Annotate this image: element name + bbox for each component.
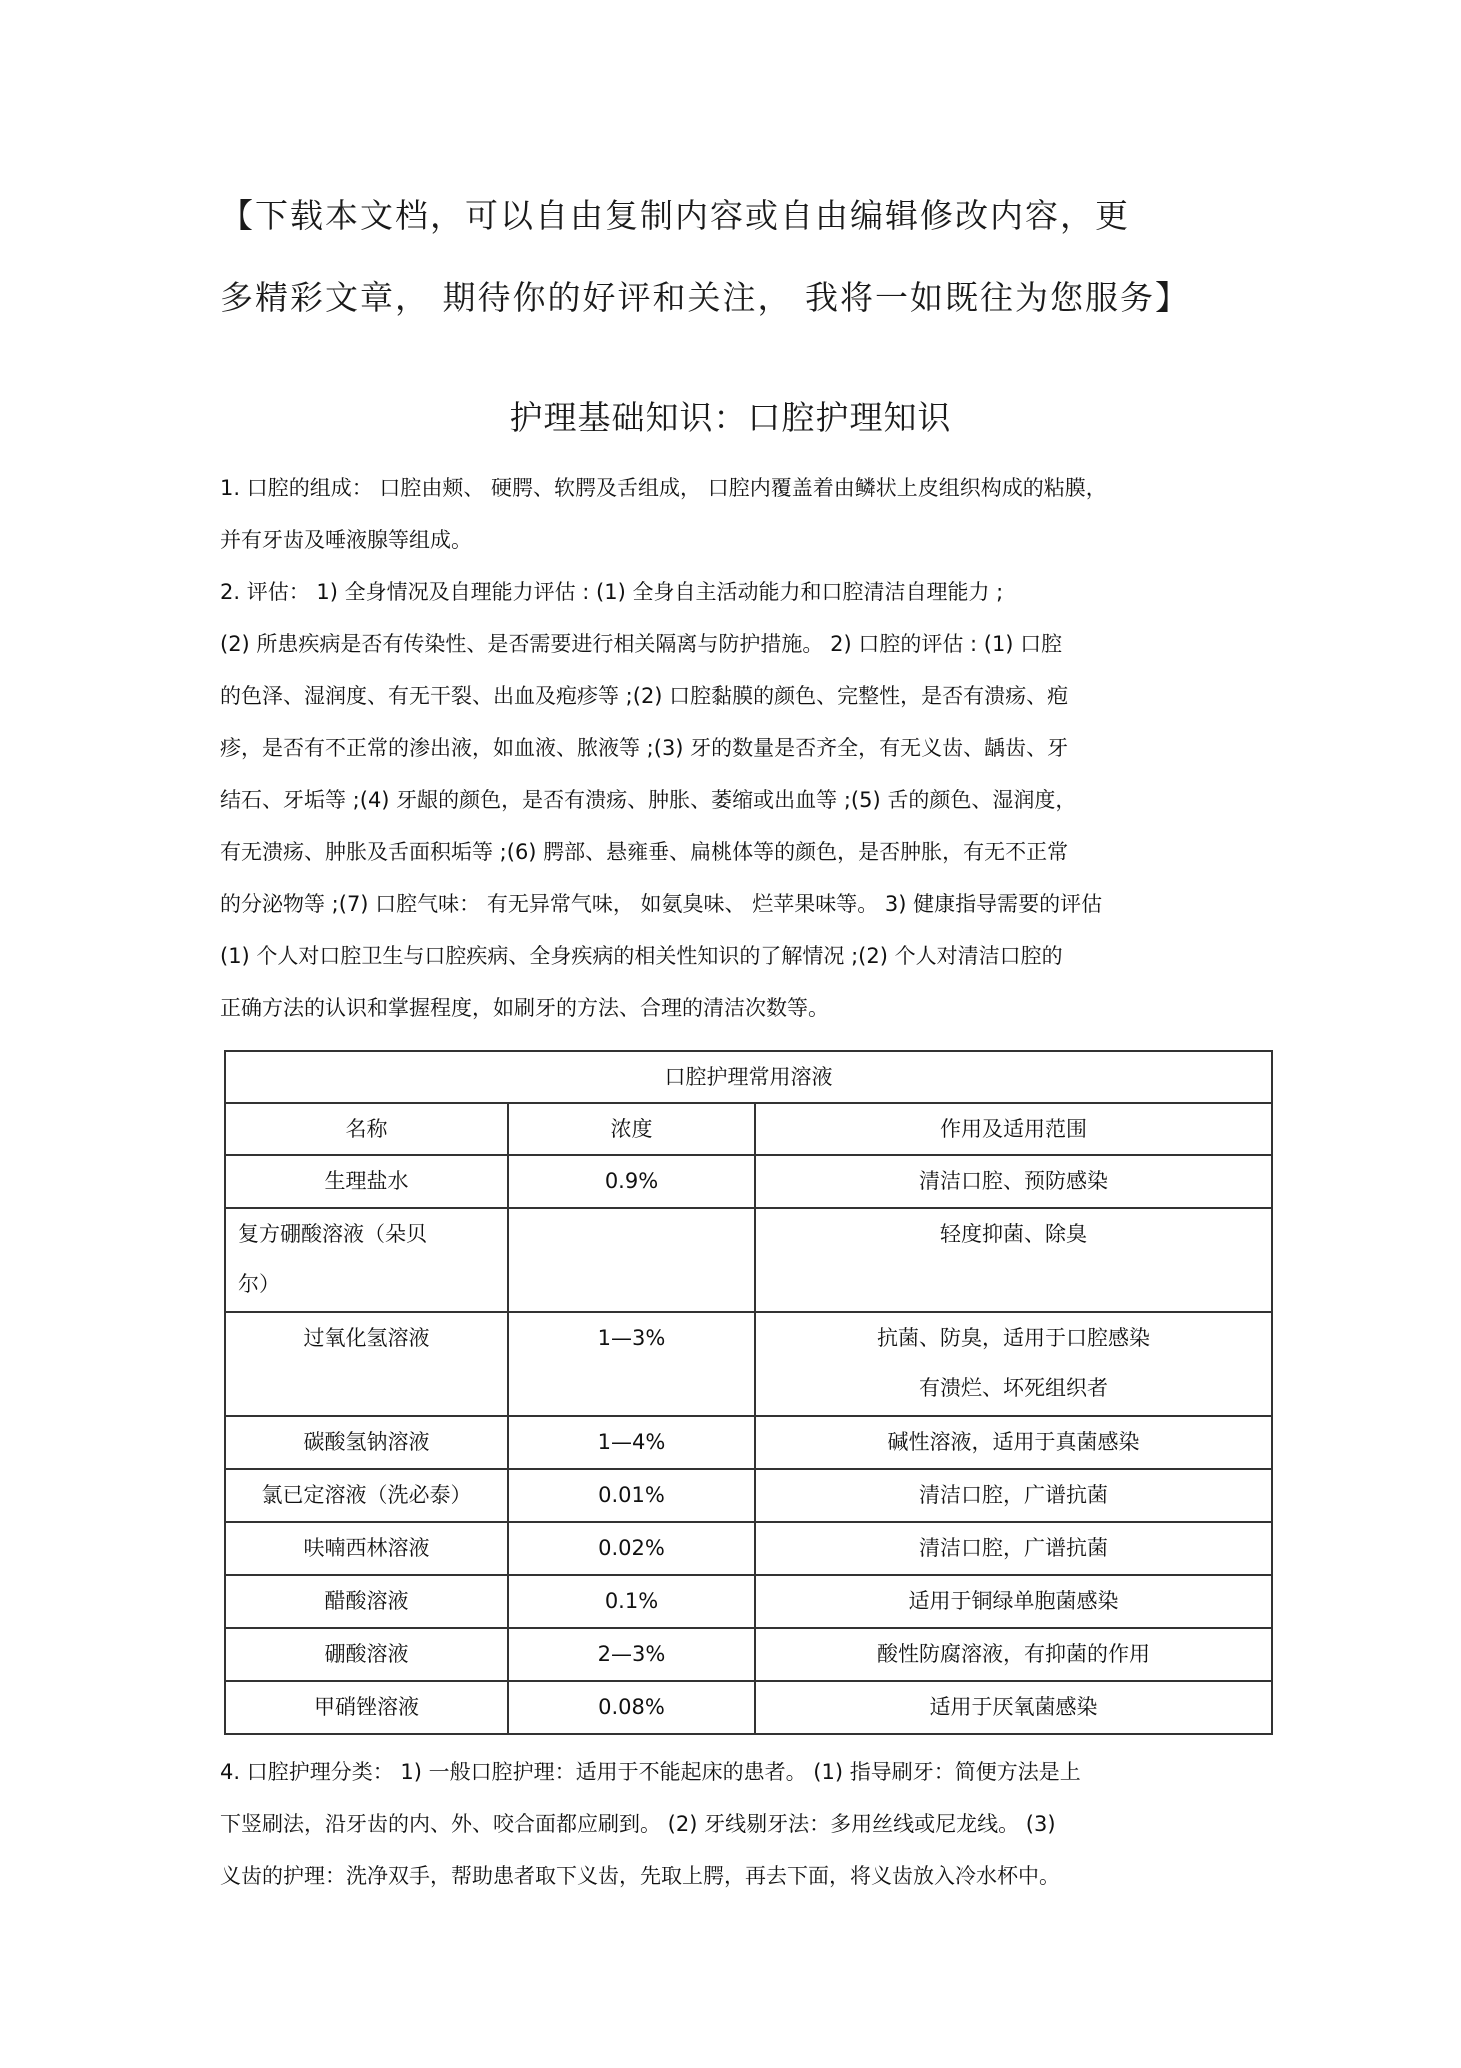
cell-concentration: 0.01% — [508, 1469, 755, 1522]
cell-usage — [755, 1312, 1272, 1416]
cell-name: 醋酸溶液 — [225, 1575, 508, 1628]
cell-concentration: 1—3% — [508, 1312, 755, 1416]
paragraph-line: 4. 口腔护理分类： 1) 一般口腔护理：适用于不能起床的患者。 (1) 指导刷牙：简便方法是上 — [220, 1760, 1081, 1784]
paragraph-line: 的色泽、湿润度、有无干裂、出血及疱疹等 ;(2) 口腔黏膜的颜色、完整性，是否有溃疡、疱 — [220, 684, 1069, 708]
download-banner-line-1: 【下载本文档，可以自由复制内容或自由编辑修改内容，更 — [220, 196, 1130, 235]
cell-name-line: 尔） — [238, 1272, 280, 1296]
table-row — [225, 1469, 1272, 1522]
table-row — [225, 1416, 1272, 1469]
paragraph-line: 有无溃疡、肿胀及舌面积垢等 ;(6) 腭部、悬雍垂、扁桃体等的颜色，是否肿胀，有无不正常 — [220, 840, 1069, 864]
table-row — [225, 1628, 1272, 1681]
cell-usage: 轻度抑菌、除臭 — [755, 1208, 1272, 1312]
table-row — [225, 1208, 1272, 1312]
table-row — [225, 1575, 1272, 1628]
cell-concentration: 0.1% — [508, 1575, 755, 1628]
paragraph-line: 结石、牙垢等 ;(4) 牙龈的颜色，是否有溃疡、肿胀、萎缩或出血等 ;(5) 舌的颜色、湿润度， — [220, 788, 1077, 812]
document-title: 护理基础知识：口腔护理知识 — [509, 398, 952, 437]
cell-concentration: 0.9% — [508, 1155, 755, 1208]
cell-name: 呋喃西林溶液 — [225, 1522, 508, 1575]
paragraph-oral-composition — [220, 462, 1245, 566]
cell-usage: 适用于厌氧菌感染 — [755, 1681, 1272, 1734]
paragraph-line: (2) 所患疾病是否有传染性、是否需要进行相关隔离与防护措施。 2) 口腔的评估 : (1) 口腔 — [220, 632, 1063, 656]
cell-usage: 清洁口腔、预防感染 — [755, 1155, 1272, 1208]
paragraph-line: (1) 个人对口腔卫生与口腔疾病、全身疾病的相关性知识的了解情况 ;(2) 个人对清洁口腔的 — [220, 944, 1063, 968]
cell-name-line: 复方硼酸溶液（朵贝 — [238, 1222, 427, 1246]
paragraph-line: 的分泌物等 ;(7) 口腔气味： 有无异常气味， 如氨臭味、 烂苹果味等。 3) 健康指导需要的评估 — [220, 892, 1103, 916]
paragraph-line: 正确方法的认识和掌握程度，如刷牙的方法、合理的清洁次数等。 — [220, 996, 829, 1020]
cell-name: 碳酸氢钠溶液 — [225, 1416, 508, 1469]
cell-concentration: 2—3% — [508, 1628, 755, 1681]
paragraph-assessment — [220, 566, 1245, 1034]
oral-solutions-table — [224, 1050, 1273, 1735]
cell-concentration — [508, 1208, 755, 1312]
cell-name — [225, 1208, 508, 1312]
paragraph-line: 义齿的护理：洗净双手，帮助患者取下义齿，先取上腭，再去下面，将义齿放入冷水杯中。 — [220, 1864, 1060, 1888]
cell-concentration: 0.02% — [508, 1522, 755, 1575]
table-caption: 口腔护理常用溶液 — [225, 1051, 1272, 1103]
cell-name: 甲硝锉溶液 — [225, 1681, 508, 1734]
cell-usage: 适用于铜绿单胞菌感染 — [755, 1575, 1272, 1628]
cell-usage-line: 抗菌、防臭，适用于口腔感染 — [877, 1326, 1151, 1350]
table-row — [225, 1312, 1272, 1416]
column-header-name: 名称 — [225, 1103, 508, 1155]
table-row — [225, 1155, 1272, 1208]
paragraph-line: 下竖刷法，沿牙齿的内、外、咬合面都应刷到。 (2) 牙线剔牙法：多用丝线或尼龙线。 (3) — [220, 1812, 1056, 1836]
cell-usage: 清洁口腔，广谱抗菌 — [755, 1522, 1272, 1575]
table-row — [225, 1681, 1272, 1734]
cell-usage: 碱性溶液，适用于真菌感染 — [755, 1416, 1272, 1469]
paragraph-line: 疹，是否有不正常的渗出液，如血液、脓液等 ;(3) 牙的数量是否齐全，有无义齿、龋齿、牙 — [220, 736, 1069, 760]
paragraph-line: 并有牙齿及唾液腺等组成。 — [220, 528, 472, 552]
cell-name: 生理盐水 — [225, 1155, 508, 1208]
download-banner-line-2: 多精彩文章， 期待你的好评和关注， 我将一如既往为您服务】 — [220, 278, 1190, 317]
paragraph-oral-care-types — [220, 1746, 1245, 1902]
paragraph-line: 1. 口腔的组成： 口腔由颊、 硬腭、软腭及舌组成， 口腔内覆盖着由鳞状上皮组织构成的粘膜， — [220, 476, 1107, 500]
cell-name: 氯已定溶液（洗必泰） — [225, 1469, 508, 1522]
column-header-usage: 作用及适用范围 — [755, 1103, 1272, 1155]
cell-usage: 酸性防腐溶液，有抑菌的作用 — [755, 1628, 1272, 1681]
cell-usage-line: 有溃烂、坏死组织者 — [919, 1376, 1109, 1400]
cell-usage: 清洁口腔，广谱抗菌 — [755, 1469, 1272, 1522]
cell-name: 硼酸溶液 — [225, 1628, 508, 1681]
cell-concentration: 1—4% — [508, 1416, 755, 1469]
paragraph-line: 2. 评估： 1) 全身情况及自理能力评估 : (1) 全身自主活动能力和口腔清洁自理能力 ; — [220, 580, 1004, 604]
column-header-concentration: 浓度 — [508, 1103, 755, 1155]
cell-concentration: 0.08% — [508, 1681, 755, 1734]
table-row — [225, 1522, 1272, 1575]
cell-name: 过氧化氢溶液 — [225, 1312, 508, 1416]
